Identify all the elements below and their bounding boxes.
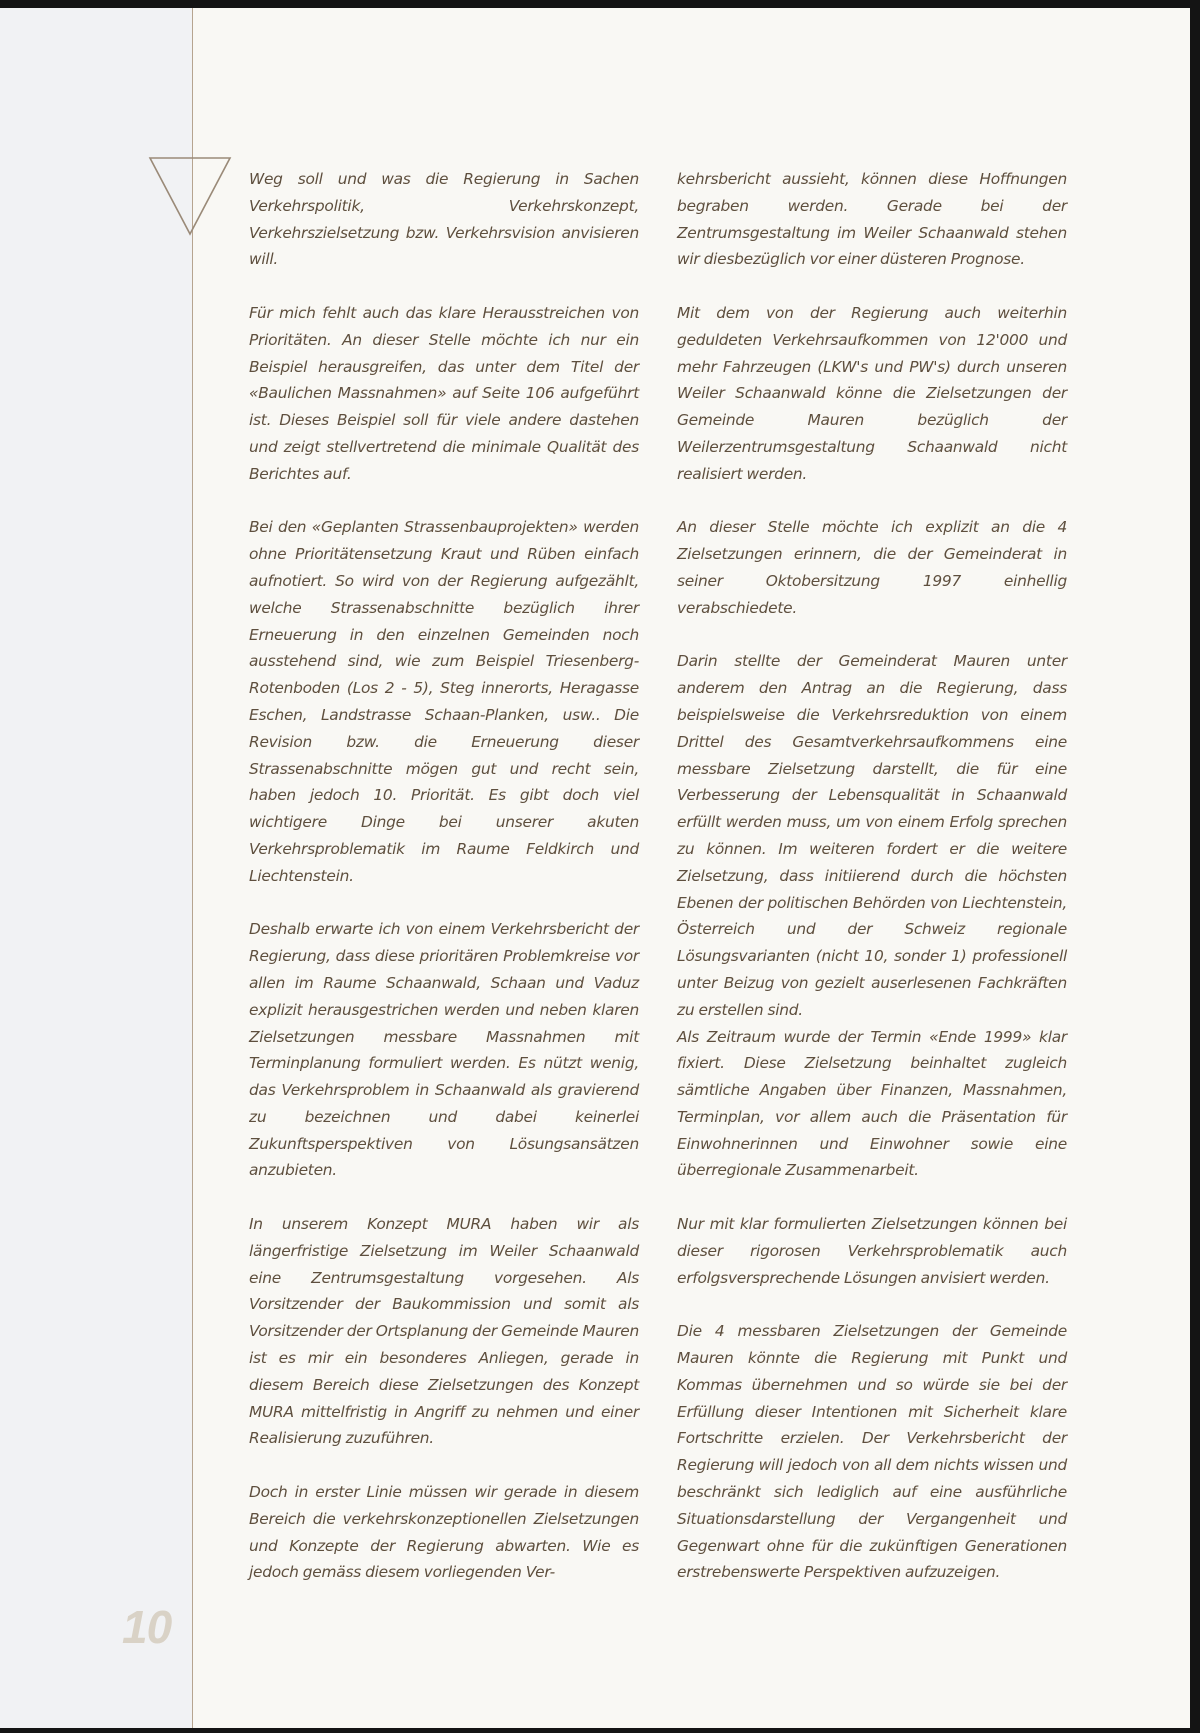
paragraph: Als Zeitraum wurde der Termin «Ende 1999» klar fixiert. Diese Zielsetzung beinhaltet zugleich sämtliche Angaben über Finanzen, Massnahmen, Terminplan, vor allem auch die Präsentation für Einwohnerinnen und Einwohner sowie eine überregionale Zusammenarbeit. xyxy=(677,1027,1067,1180)
paragraph: Für mich fehlt auch das klare Herausstreichen von Prioritäten. An dieser Stelle möchte ich nur ein Beispiel herausgreifen, das unter dem Titel der «Baulichen Massnahmen» auf Seite 106 aufgeführt ist. Dieses Beispiel soll für viele andere dastehen und zeigt stellvertretend die minimale Qualität des Berichtes auf. xyxy=(249,303,639,483)
paragraph: In unserem Konzept MURA haben wir als längerfristige Zielsetzung im Weiler Schaanwald eine Zentrumsgestaltung vorgesehen. Als Vorsitzender der Baukommission und somit als Vorsitzender der Ortsplanung der Gemeinde Mauren ist es mir ein besonderes Anliegen, gerade in diesem Bereich diese Zielsetzungen des Konzept MURA mittelfristig in Angriff zu nehmen und einer Realisierung zuzuführen. xyxy=(249,1215,639,1448)
paragraph: Nur mit klar formulierten Zielsetzungen können bei dieser rigorosen Verkehrsproblematik auch erfolgsversprechende Lösungen anvisiert werden. xyxy=(677,1215,1067,1287)
right-column xyxy=(677,166,1067,1613)
paragraph: An dieser Stelle möchte ich explizit an die 4 Zielsetzungen erinnern, die der Gemeinderat in seiner Oktobersitzung 1997 einhellig verabschiedete. xyxy=(677,518,1067,617)
paragraph: Doch in erster Linie müssen wir gerade in diesem Bereich die verkehrskonzeptionellen Zielsetzungen und Konzepte der Regierung abwarten. Wie es jedoch gemäss diesem vorliegenden Ver- xyxy=(249,1483,639,1582)
page-number: 10 xyxy=(122,1601,172,1653)
left-column xyxy=(249,166,639,1613)
paragraph: Bei den «Geplanten Strassenbauprojekten» werden ohne Prioritätensetzung Kraut und Rüben einfach aufnotiert. So wird von der Regierung aufgezählt, welche Strassenabschnitte bezüglich ihrer Erneuerung in den einzelnen Gemeinden noch ausstehend sind, wie zum Beispiel Triesenberg-Rotenboden (Los 2 - 5), Steg innerorts, Heragasse Eschen, Landstrasse Schaan-Planken, usw.. Die Revision bzw. die Erneuerung dieser Strassenabschnitte mögen gut und recht sein, haben jedoch 10. Priorität. Es gibt doch viel wichtigere Dinge bei unserer akuten Verkehrsproblematik im Raume Feldkirch und Liechtenstein. xyxy=(249,518,639,885)
paragraph: kehrsbericht aussieht, können diese Hoffnungen begraben werden. Gerade bei der Zentrumsgestaltung im Weiler Schaanwald stehen wir diesbezüglich vor einer düsteren Prognose. xyxy=(677,170,1067,269)
paragraph: Weg soll und was die Regierung in Sachen Verkehrspolitik, Verkehrskonzept, Verkehrszielsetzung bzw. Verkehrsvision anvisieren will. xyxy=(249,170,639,269)
paragraph: Mit dem von der Regierung auch weiterhin geduldeten Verkehrsaufkommen von 12'000 und mehr Fahrzeugen (LKW's und PW's) durch unseren Weiler Schaanwald könne die Zielsetzungen der Gemeinde Mauren bezüglich der Weilerzentrumsgestaltung Schaanwald nicht realisiert werden. xyxy=(677,303,1067,483)
down-triangle-icon xyxy=(148,156,232,236)
paragraph: Die 4 messbaren Zielsetzungen der Gemeinde Mauren könnte die Regierung mit Punkt und Kommas übernehmen und so würde sie bei der Erfüllung dieser Intentionen mit Sicherheit klare Fortschritte erzielen. Der Verkehrsbericht der Regierung will jedoch von all dem nichts wissen und beschränkt sich lediglich auf eine ausführliche Situationsdarstellung der Vergangenheit und Gegenwart ohne für die zukünftigen Generationen erstrebenswerte Perspektiven aufzuzeigen. xyxy=(677,1322,1067,1582)
paragraph: Darin stellte der Gemeinderat Mauren unter anderem den Antrag an die Regierung, dass beispielsweise die Verkehrsreduktion von einem Drittel des Gesamtverkehrsaufkommens eine messbare Zielsetzung darstellt, die für eine Verbesserung der Lebensqualität in Schaanwald erfüllt werden muss, um von einem Erfolg sprechen zu können. Im weiteren fordert er die weitere Zielsetzung, dass initiierend durch die höchsten Ebenen der politischen Behörden von Liechtenstein, Österreich und der Schweiz regionale Lösungsvarianten (nicht 10, sonder 1) professionell unter Beizug von gezielt auserlesenen Fachkräften zu erstellen sind. xyxy=(677,652,1067,1019)
margin-strip xyxy=(0,8,192,1728)
paragraph: Deshalb erwarte ich von einem Verkehrsbericht der Regierung, dass diese prioritären Problemkreise vor allen im Raume Schaanwald, Schaan und Vaduz explizit herausgestrichen werden und neben klaren Zielsetzungen messbare Massnahmen mit Terminplanung formuliert werden. Es nützt wenig, das Verkehrsproblem in Schaanwald als gravierend zu bezeichnen und dabei keinerlei Zukunftsperspektiven von Lösungsansätzen anzubieten. xyxy=(249,920,639,1180)
document-page xyxy=(0,8,1190,1728)
vertical-rule xyxy=(192,8,193,1728)
